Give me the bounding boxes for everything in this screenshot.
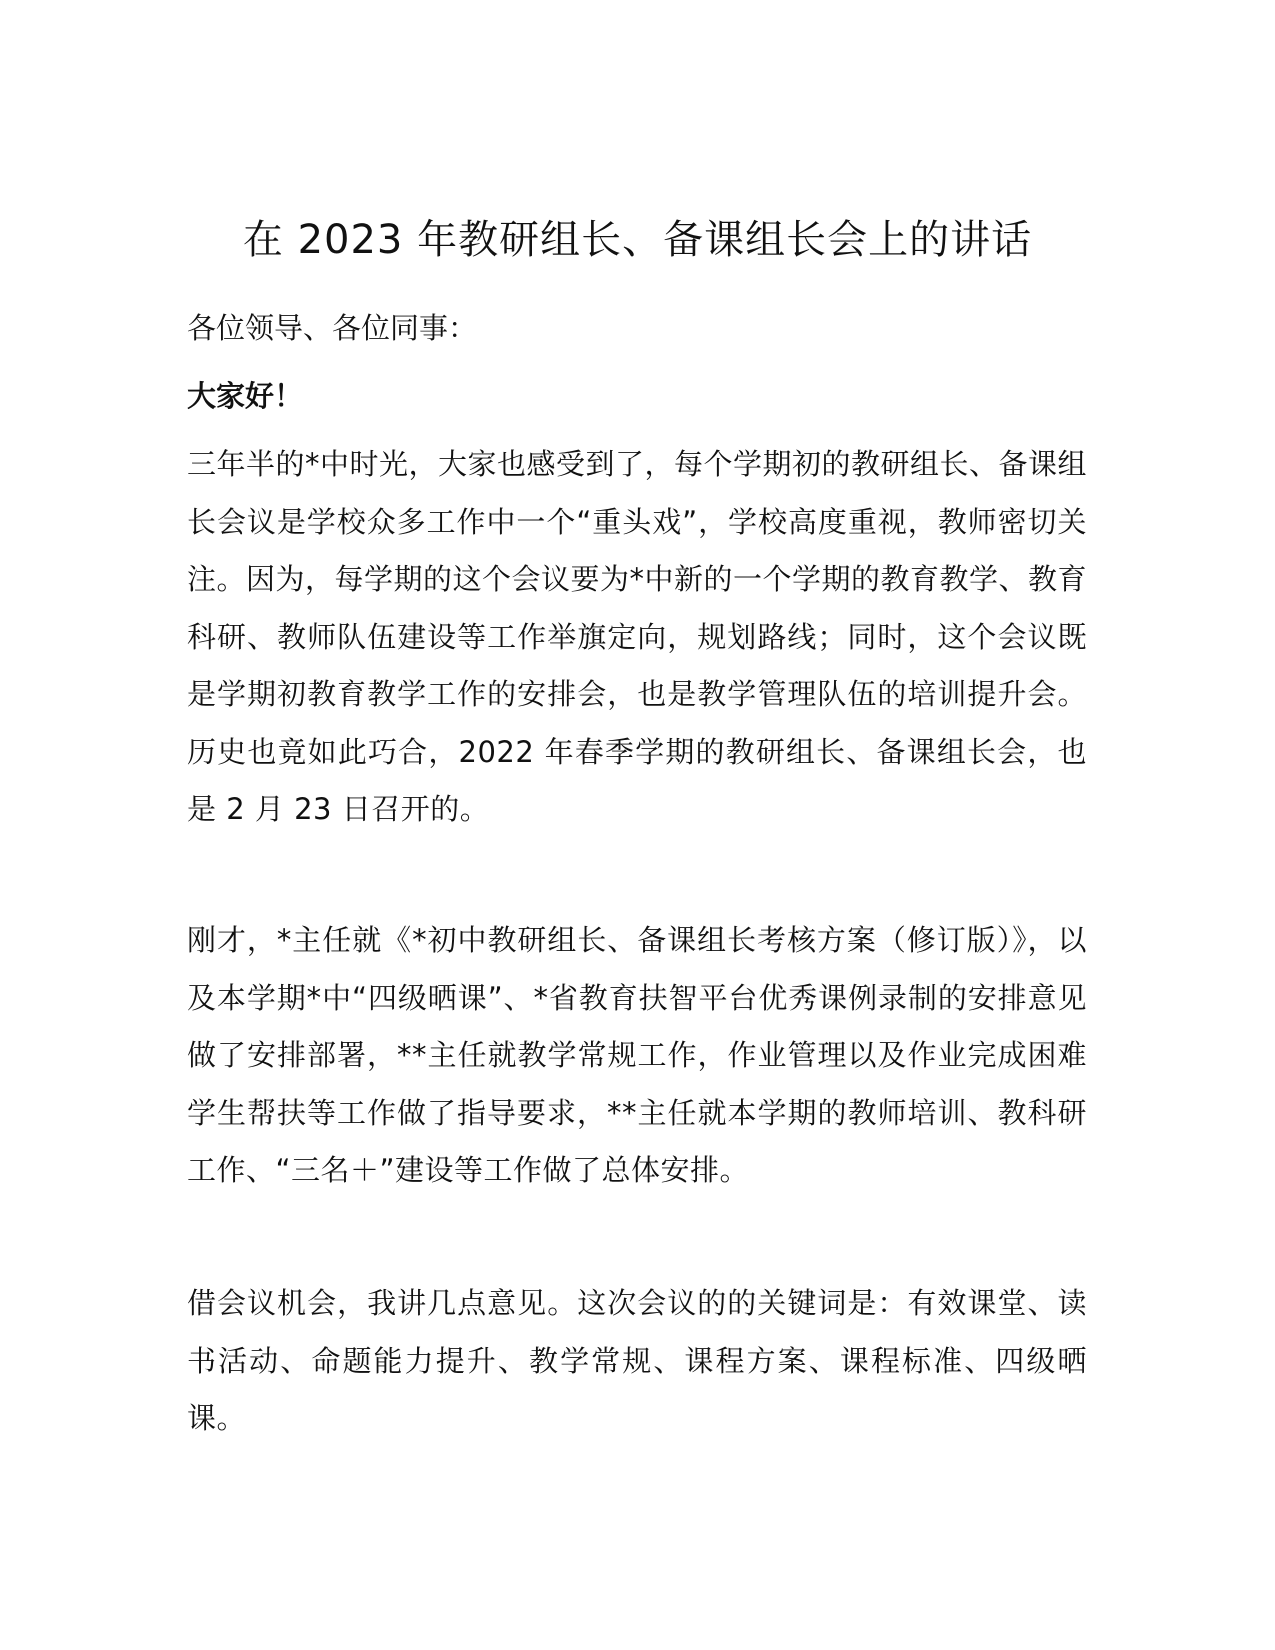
document-title: 在 2023 年教研组长、备课组长会上的讲话	[242, 217, 1033, 263]
greeting: 大家好！	[187, 379, 304, 413]
salutation: 各位领导、各位同事：	[187, 311, 478, 345]
paragraph-opening: 三年半的*中时光，大家也感受到了，每个学期初的教研组长、备课组长会议是学校众多工作中一个“重头戏”，学校高度重视，教师密切关注。因为，每学期的这个会议要为*中新的一个学期的教育教学、教育科研、教师队伍建设等工作举旗定向，规划路线；同时，这个会议既是学期初教育教学工作的安排会，也是教学管理队伍的培训提升会。历史也竟如此巧合，2022 年春季学期的教研组长、备课组长会，也是 2 月 23 日召开的。	[187, 447, 1088, 826]
paragraph-summary: 刚才，*主任就《*初中教研组长、备课组长考核方案（修订版）》，以及本学期*中“四级晒课”、*省教育扶智平台优秀课例录制的安排意见做了安排部署，**主任就教学常规工作，作业管理以及作业完成困难学生帮扶等工作做了指导要求，**主任就本学期的教师培训、教科研工作、“三名＋”建设等工作做了总体安排。	[187, 923, 1087, 1187]
paragraph-keywords: 借会议机会，我讲几点意见。这次会议的的关键词是：有效课堂、读书活动、命题能力提升、教学常规、课程方案、课程标准、四级晒课。	[187, 1286, 1087, 1435]
